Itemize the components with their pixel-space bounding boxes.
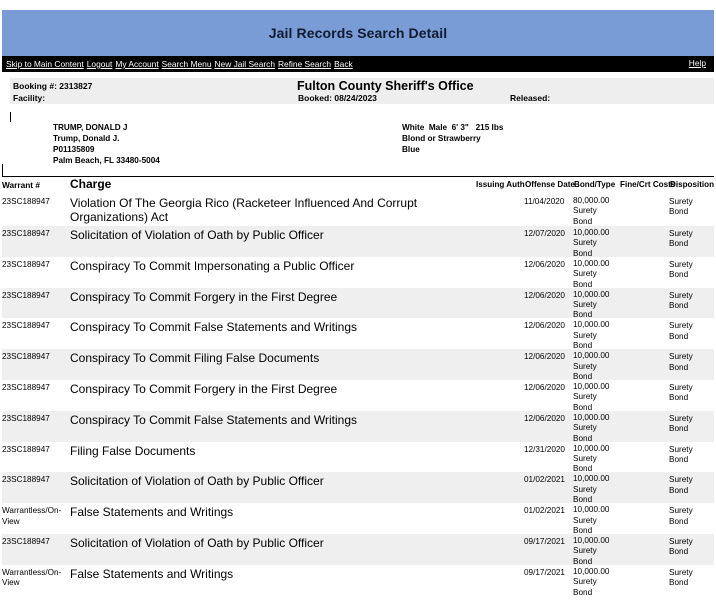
warrant-number: 23SC188947 bbox=[2, 321, 50, 331]
table-row bbox=[2, 288, 714, 319]
warrant-number: 23SC188947 bbox=[2, 413, 50, 423]
offense-date: 12/31/2020 bbox=[524, 444, 565, 454]
bond-type-suffix: Bond bbox=[573, 372, 593, 380]
bond-type: Surety bbox=[573, 546, 597, 556]
bond-amount: 10,000.00 bbox=[573, 228, 610, 237]
charge-description: Violation Of The Georgia Rico (Racketeer Influenced And Corrupt Organizations) Act bbox=[70, 196, 418, 224]
warrant-number: Warrantless/On-View bbox=[2, 567, 62, 588]
bond-type: Surety bbox=[573, 330, 597, 340]
column-header-disposition: Disposition bbox=[670, 180, 715, 189]
inmate-name: TRUMP, DONALD J bbox=[53, 123, 128, 132]
nav-link-refine-search[interactable]: Refine Search bbox=[278, 59, 332, 69]
table-row bbox=[2, 442, 714, 473]
bond-type-suffix: Bond bbox=[573, 248, 593, 257]
warrant-number: 23SC188947 bbox=[2, 444, 50, 454]
bond-type-suffix: Bond bbox=[573, 495, 593, 504]
bond-type-suffix: Bond bbox=[573, 310, 593, 319]
bond-type: Surety bbox=[573, 206, 597, 216]
charges-table-header bbox=[2, 177, 714, 193]
nav-link-skip-to-main-content[interactable]: Skip to Main Content bbox=[6, 59, 84, 69]
bond-amount: 10,000.00 bbox=[573, 289, 610, 299]
warrant-number: 23SC188947 bbox=[2, 229, 50, 238]
bond-type-suffix: Bond bbox=[573, 279, 593, 288]
bond-info bbox=[573, 505, 629, 534]
nav-link-my-account[interactable]: My Account bbox=[115, 59, 159, 69]
inmate-identity bbox=[53, 122, 160, 166]
inmate-id: P01135809 bbox=[53, 145, 95, 154]
offense-date: 12/06/2020 bbox=[524, 259, 565, 269]
bond-info bbox=[573, 413, 629, 442]
bond-amount: 10,000.00 bbox=[573, 535, 610, 545]
offense-date: 12/06/2020 bbox=[524, 321, 565, 331]
offense-date: 01/02/2021 bbox=[524, 506, 565, 516]
bond-type-suffix: Bond bbox=[573, 556, 593, 565]
warrant-number: 23SC188947 bbox=[2, 475, 50, 485]
table-row bbox=[2, 194, 714, 226]
column-header-warrant: Warrant # bbox=[2, 180, 40, 190]
charge-description: Solicitation of Violation of Oath by Public Officer bbox=[70, 474, 324, 489]
bond-type: Surety bbox=[573, 453, 597, 463]
bond-type-suffix: Bond bbox=[573, 464, 593, 473]
offense-date: 09/17/2021 bbox=[524, 567, 565, 577]
booking-info-panel bbox=[10, 78, 714, 104]
bond-amount: 10,000.00 bbox=[573, 443, 610, 453]
disposition: Surety Bond bbox=[669, 475, 693, 495]
bond-amount: 10,000.00 bbox=[573, 474, 610, 484]
bond-type-suffix: Bond bbox=[573, 216, 593, 226]
table-row bbox=[2, 534, 714, 565]
bond-type: Surety bbox=[573, 361, 597, 371]
section-marker bbox=[2, 164, 3, 176]
offense-date: 12/07/2020 bbox=[524, 229, 565, 238]
inmate-hair: Blond or Strawberry bbox=[402, 134, 481, 143]
bond-type: Surety bbox=[573, 515, 597, 525]
booking-number: Booking #: 2313827 bbox=[13, 81, 93, 91]
disposition: Surety Bond bbox=[669, 197, 693, 217]
nav-bar bbox=[2, 56, 714, 72]
inmate-description bbox=[402, 122, 503, 155]
bond-info bbox=[573, 444, 629, 473]
bond-type: Surety bbox=[573, 423, 597, 433]
bond-type-suffix: Bond bbox=[573, 433, 593, 442]
table-row bbox=[2, 411, 714, 442]
bond-amount: 10,000.00 bbox=[573, 320, 610, 330]
bond-type-suffix: Bond bbox=[573, 525, 593, 534]
page-header bbox=[2, 10, 714, 56]
offense-date: 12/06/2020 bbox=[524, 382, 565, 392]
disposition: Surety Bond bbox=[669, 290, 693, 310]
inmate-physical: White Male 6' 3" 215 lbs bbox=[402, 123, 504, 132]
column-header-charge: Charge bbox=[70, 177, 112, 191]
warrant-number: 23SC188947 bbox=[2, 352, 50, 362]
disposition: Surety Bond bbox=[669, 444, 693, 464]
charge-description: Conspiracy To Commit Filing False Documents bbox=[70, 351, 320, 366]
column-header-fine-costs: Fine/Crt Costs bbox=[620, 180, 676, 189]
disposition: Surety Bond bbox=[669, 506, 693, 526]
bond-amount: 10,000.00 bbox=[573, 505, 610, 515]
bond-type: Surety bbox=[573, 300, 597, 309]
disposition: Surety Bond bbox=[669, 229, 693, 249]
bond-info bbox=[573, 567, 629, 596]
bond-amount: 10,000.00 bbox=[573, 351, 610, 361]
agency-name: Fulton County Sheriff's Office bbox=[297, 79, 474, 93]
released-date: Released: bbox=[510, 93, 551, 103]
nav-link-logout[interactable]: Logout bbox=[86, 59, 113, 69]
disposition: Surety Bond bbox=[669, 536, 693, 557]
bond-info bbox=[573, 474, 629, 503]
offense-date: 12/06/2020 bbox=[524, 413, 565, 423]
table-row bbox=[2, 226, 714, 257]
offense-date: 01/02/2021 bbox=[524, 475, 565, 485]
bond-amount: 10,000.00 bbox=[573, 258, 610, 268]
bond-info bbox=[573, 290, 629, 319]
charge-description: Solicitation of Violation of Oath by Public Officer bbox=[70, 228, 324, 242]
bond-info bbox=[573, 382, 629, 411]
warrant-number: 23SC188947 bbox=[2, 197, 50, 206]
bond-info bbox=[573, 351, 629, 380]
warrant-number: 23SC188947 bbox=[2, 536, 50, 546]
booked-date: Booked: 08/24/2023 bbox=[298, 93, 377, 103]
warrant-number: 23SC188947 bbox=[2, 382, 50, 392]
warrant-number: 23SC188947 bbox=[2, 290, 50, 300]
charge-description: False Statements and Writings bbox=[70, 505, 234, 520]
charges-table bbox=[2, 194, 714, 596]
disposition: Surety Bond bbox=[669, 413, 693, 434]
bond-amount: 80,000.00 bbox=[573, 196, 610, 205]
bond-amount: 10,000.00 bbox=[573, 381, 610, 391]
table-row bbox=[2, 565, 714, 596]
bond-type-suffix: Bond bbox=[573, 587, 593, 596]
warrant-number: 23SC188947 bbox=[2, 259, 50, 269]
text-cursor bbox=[10, 112, 11, 122]
column-header-offense-date: Offense Date bbox=[525, 180, 575, 189]
charge-description: Conspiracy To Commit Forgery in the First Degree bbox=[70, 381, 338, 396]
charge-description: Solicitation of Violation of Oath by Public Officer bbox=[70, 535, 324, 550]
table-row bbox=[2, 380, 714, 411]
charge-description: Conspiracy To Commit False Statements and Writings bbox=[70, 320, 357, 335]
bond-info bbox=[573, 536, 629, 565]
charge-description: Conspiracy To Commit False Statements and Writings bbox=[70, 412, 357, 427]
table-row bbox=[2, 318, 714, 349]
nav-link-new-jail-search[interactable]: New Jail Search bbox=[214, 59, 275, 69]
facility-label: Facility: bbox=[13, 93, 46, 103]
table-row bbox=[2, 257, 714, 288]
disposition: Surety Bond bbox=[669, 259, 693, 280]
nav-link-search-menu[interactable]: Search Menu bbox=[161, 59, 212, 69]
inmate-alias: Trump, Donald J. bbox=[53, 134, 120, 143]
offense-date: 12/06/2020 bbox=[524, 352, 565, 362]
charge-description: False Statements and Writings bbox=[70, 566, 234, 581]
bond-type-suffix: Bond bbox=[573, 402, 593, 411]
charge-description: Filing False Documents bbox=[70, 443, 196, 458]
offense-date: 11/04/2020 bbox=[524, 197, 565, 206]
bond-info bbox=[573, 259, 629, 288]
column-header-issuing-auth: Issuing Auth bbox=[476, 180, 525, 189]
bond-type: Surety bbox=[573, 392, 597, 402]
disposition: Surety Bond bbox=[669, 352, 693, 372]
bond-amount: 10,000.00 bbox=[573, 566, 610, 576]
bond-amount: 10,000.00 bbox=[573, 412, 610, 422]
disposition: Surety Bond bbox=[669, 382, 693, 403]
inmate-eyes: Blue bbox=[402, 145, 420, 154]
bond-info bbox=[573, 320, 629, 349]
table-row bbox=[2, 472, 714, 503]
bond-info bbox=[573, 228, 629, 257]
warrant-number: Warrantless/On-View bbox=[2, 506, 62, 526]
charge-description: Conspiracy To Commit Forgery in the First Degree bbox=[70, 289, 338, 304]
bond-type: Surety bbox=[573, 238, 597, 248]
page-title: Jail Records Search Detail bbox=[268, 25, 448, 41]
bond-type: Surety bbox=[573, 484, 597, 494]
table-row bbox=[2, 503, 714, 534]
table-row bbox=[2, 349, 714, 380]
bond-type-suffix: Bond bbox=[573, 341, 593, 350]
offense-date: 09/17/2021 bbox=[524, 536, 565, 546]
disposition: Surety Bond bbox=[669, 567, 693, 588]
column-header-bond-type: Bond/Type bbox=[574, 180, 616, 189]
bond-type: Surety bbox=[573, 577, 597, 587]
bond-type: Surety bbox=[573, 269, 597, 279]
nav-link-back[interactable]: Back bbox=[334, 59, 353, 69]
charge-description: Conspiracy To Commit Impersonating a Public Officer bbox=[70, 258, 355, 273]
nav-link-help[interactable]: Help bbox=[688, 58, 706, 68]
disposition: Surety Bond bbox=[669, 321, 693, 341]
bond-info bbox=[573, 196, 629, 226]
inmate-address: Palm Beach, FL 33480-5004 bbox=[53, 156, 160, 165]
offense-date: 12/06/2020 bbox=[524, 290, 565, 300]
